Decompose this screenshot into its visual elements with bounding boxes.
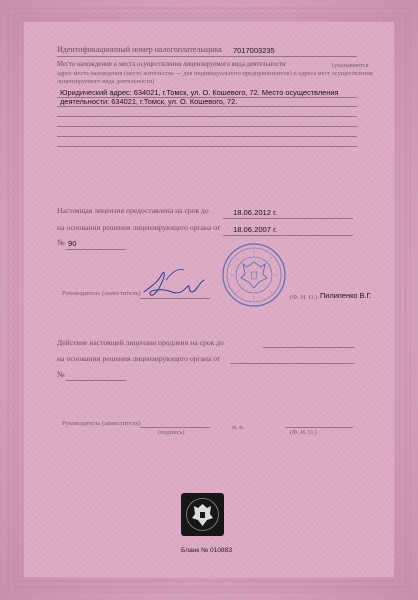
eagle-icon — [181, 493, 224, 536]
address-underline-6 — [57, 146, 357, 147]
inn-label: Идентификационный номер налогоплательщика — [57, 45, 222, 54]
signature-mark — [138, 262, 210, 304]
inn-underline — [57, 56, 357, 57]
signatory-role-label: Руководитель (заместитель) — [62, 290, 141, 297]
address-underline-5 — [57, 136, 357, 137]
name-hint-2: (Ф. И. О.) — [290, 429, 317, 436]
blank-number: Бланк № 010883 — [181, 547, 233, 554]
number-underline — [66, 249, 126, 250]
hologram-emblem — [181, 493, 224, 536]
name-underline-2 — [285, 427, 353, 428]
decision-number-value: 90 — [68, 239, 77, 248]
decision-date-value: 18.06.2007 г. — [233, 225, 278, 234]
legal-address-line-2: деятельности: 634021, г.Томск, ул. О. Кошевого, 72. — [60, 97, 238, 106]
location-hint-2: лицензируемого вида деятельности) — [57, 78, 155, 85]
extension-term-label: Действие настоящей лицензии продлено на срок до — [57, 338, 224, 347]
address-underline-2 — [57, 106, 357, 107]
signature-underline-2 — [140, 427, 210, 428]
term-underline — [223, 218, 353, 219]
sign-hint: (подпись) — [158, 429, 185, 436]
extension-number-underline — [66, 380, 126, 381]
location-label-note: (указываются — [332, 62, 369, 69]
legal-address-line-1: Юридический адрес: 634021, г.Томск, ул. О. Кошевого, 72. Место осуществления — [60, 88, 339, 97]
extension-number-prefix: № — [57, 370, 65, 379]
extension-basis-underline — [230, 363, 355, 364]
stamp-place-hint: м. п. — [232, 424, 245, 431]
signatory-role-label-2: Руководитель (заместитель) — [62, 420, 141, 427]
extension-basis-label: на основании решения лицензирующего органа от — [57, 354, 221, 363]
address-underline-4 — [57, 126, 357, 127]
official-seal — [221, 242, 287, 308]
extension-term-underline — [263, 347, 355, 348]
decision-underline — [223, 235, 353, 236]
decision-basis-label: на основании решения лицензирующего органа от — [57, 223, 221, 232]
validity-term-label: Настоящая лицензия предоставлена на срок до — [57, 206, 209, 215]
location-hint: адрес места нахождения (место жительства — для индивидуального предпринимателя) и адреса мест осуществления — [57, 70, 373, 77]
location-label: Место нахождения и места осуществления лицензируемого вида деятельности — [57, 61, 286, 68]
name-hint: (Ф. И. О.) — [290, 294, 318, 301]
decision-number-prefix: № — [57, 238, 65, 247]
inn-value: 7017003235 — [233, 46, 275, 55]
validity-term-value: 18.06.2012 г. — [233, 208, 278, 217]
signatory-name-value: Пилипенко В.Г. — [320, 291, 372, 300]
address-underline-3 — [57, 116, 357, 117]
